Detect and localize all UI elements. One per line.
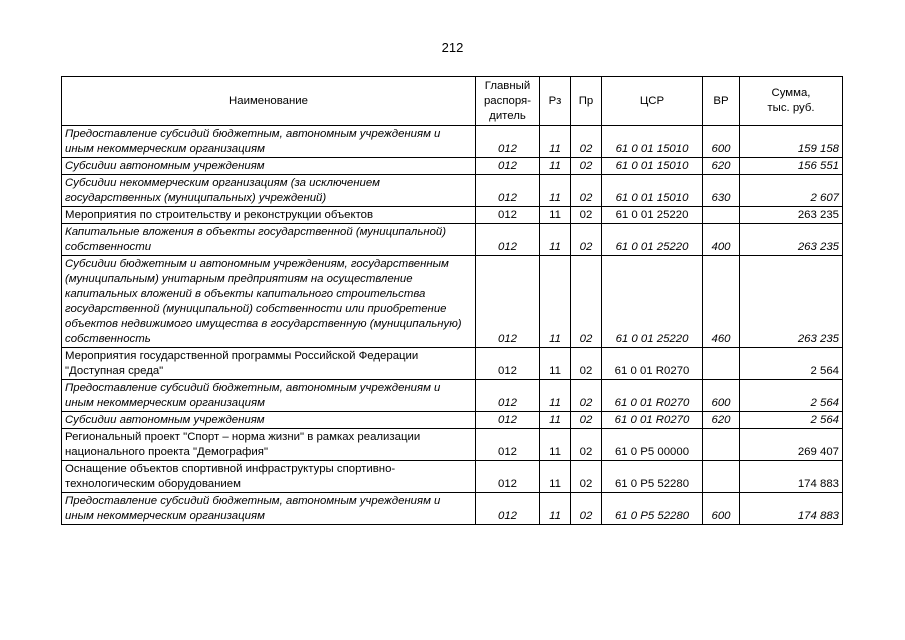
cell-sum: 269 407: [740, 429, 843, 461]
cell-pr: 02: [571, 256, 602, 348]
cell-vr: 600: [703, 493, 740, 525]
cell-pr: 02: [571, 158, 602, 175]
cell-rz: 11: [540, 256, 571, 348]
cell-csr: 61 0 01 25220: [602, 207, 703, 224]
cell-pr: 02: [571, 175, 602, 207]
table-row: [62, 207, 843, 224]
table-row: [62, 126, 843, 158]
header-main-manager-line-1: Главный: [484, 79, 531, 92]
cell-name: Капитальные вложения в объекты государственной (муниципальной) собственности: [62, 224, 476, 256]
table-row: [62, 348, 843, 380]
cell-rz: 11: [540, 158, 571, 175]
table-row: [62, 380, 843, 412]
cell-rz: 11: [540, 348, 571, 380]
cell-csr: 61 0 01 15010: [602, 126, 703, 158]
cell-main-manager: 012: [476, 256, 540, 348]
cell-sum: 174 883: [740, 493, 843, 525]
table-row: [62, 461, 843, 493]
cell-vr: 600: [703, 126, 740, 158]
cell-csr: 61 0 P5 52280: [602, 493, 703, 525]
cell-vr: 620: [703, 412, 740, 429]
header-rz: Рз: [540, 77, 571, 126]
header-csr: ЦСР: [602, 77, 703, 126]
cell-main-manager: 012: [476, 429, 540, 461]
cell-main-manager: 012: [476, 412, 540, 429]
cell-name: Субсидии бюджетным и автономным учреждениям, государственным (муниципальным) унитарным предприятиям на осуществление капитальных вложений в объекты капитального строительства государственной (муниципальной) собственности или приобретение объектов недвижимого имущества в государственную (муниципальную) собственность: [62, 256, 476, 348]
cell-vr: [703, 348, 740, 380]
table-row: [62, 412, 843, 429]
cell-name: Предоставление субсидий бюджетным, автономным учреждениям и иным некоммерческим организациям: [62, 126, 476, 158]
cell-name: Субсидии автономным учреждениям: [62, 412, 476, 429]
cell-vr: 630: [703, 175, 740, 207]
cell-main-manager: 012: [476, 461, 540, 493]
cell-main-manager: 012: [476, 158, 540, 175]
cell-sum: 174 883: [740, 461, 843, 493]
cell-rz: 11: [540, 429, 571, 461]
cell-name: Мероприятия по строительству и реконструкции объектов: [62, 207, 476, 224]
table-row: [62, 175, 843, 207]
cell-main-manager: 012: [476, 175, 540, 207]
cell-main-manager: 012: [476, 348, 540, 380]
cell-rz: 11: [540, 126, 571, 158]
cell-pr: 02: [571, 207, 602, 224]
cell-name: Мероприятия государственной программы Российской Федерации "Доступная среда": [62, 348, 476, 380]
cell-rz: 11: [540, 224, 571, 256]
cell-pr: 02: [571, 429, 602, 461]
cell-csr: 61 0 01 15010: [602, 158, 703, 175]
cell-main-manager: 012: [476, 493, 540, 525]
cell-csr: 61 0 01 15010: [602, 175, 703, 207]
cell-rz: 11: [540, 412, 571, 429]
table-row: [62, 493, 843, 525]
cell-main-manager: 012: [476, 224, 540, 256]
cell-sum: 263 235: [740, 224, 843, 256]
table-row: [62, 256, 843, 348]
table-header-row: [62, 77, 843, 126]
cell-name: Оснащение объектов спортивной инфраструктуры спортивно-технологическим оборудованием: [62, 461, 476, 493]
cell-csr: 61 0 01 25220: [602, 224, 703, 256]
cell-sum: 156 551: [740, 158, 843, 175]
cell-csr: 61 0 01 R0270: [602, 348, 703, 380]
header-pr: Пр: [571, 77, 602, 126]
cell-pr: 02: [571, 412, 602, 429]
cell-vr: [703, 207, 740, 224]
cell-vr: 400: [703, 224, 740, 256]
cell-sum: 263 235: [740, 256, 843, 348]
header-vr: ВР: [703, 77, 740, 126]
cell-sum: 2 564: [740, 412, 843, 429]
cell-vr: 460: [703, 256, 740, 348]
cell-main-manager: 012: [476, 380, 540, 412]
table-row: [62, 158, 843, 175]
cell-name: Субсидии некоммерческим организациям (за исключением государственных (муниципальных) учреждений): [62, 175, 476, 207]
cell-sum: 263 235: [740, 207, 843, 224]
cell-vr: 620: [703, 158, 740, 175]
cell-sum: 2 564: [740, 380, 843, 412]
cell-name: Предоставление субсидий бюджетным, автономным учреждениям и иным некоммерческим организациям: [62, 493, 476, 525]
cell-csr: 61 0 01 R0270: [602, 380, 703, 412]
cell-rz: 11: [540, 207, 571, 224]
cell-rz: 11: [540, 175, 571, 207]
header-main-manager-line-2: распоря-: [483, 94, 532, 107]
cell-vr: 600: [703, 380, 740, 412]
cell-csr: 61 0 01 R0270: [602, 412, 703, 429]
cell-rz: 11: [540, 493, 571, 525]
header-sum-line-1: Сумма,: [771, 87, 811, 99]
cell-csr: 61 0 01 25220: [602, 256, 703, 348]
cell-name: Предоставление субсидий бюджетным, автономным учреждениям и иным некоммерческим организациям: [62, 380, 476, 412]
cell-main-manager: 012: [476, 207, 540, 224]
cell-pr: 02: [571, 493, 602, 525]
cell-vr: [703, 429, 740, 461]
table-row: [62, 429, 843, 461]
header-sum: [740, 77, 843, 126]
header-sum-line-2: тыс. руб.: [767, 102, 815, 114]
table-row: [62, 224, 843, 256]
table-body: [62, 126, 843, 525]
cell-csr: 61 0 P5 00000: [602, 429, 703, 461]
cell-csr: 61 0 P5 52280: [602, 461, 703, 493]
cell-pr: 02: [571, 380, 602, 412]
header-main-manager: [476, 77, 540, 126]
cell-pr: 02: [571, 126, 602, 158]
cell-name: Субсидии автономным учреждениям: [62, 158, 476, 175]
cell-name: Региональный проект "Спорт – норма жизни" в рамках реализации национального проекта "Демография": [62, 429, 476, 461]
header-name: Наименование: [62, 77, 476, 126]
cell-pr: 02: [571, 461, 602, 493]
cell-pr: 02: [571, 348, 602, 380]
cell-sum: 2 564: [740, 348, 843, 380]
cell-rz: 11: [540, 380, 571, 412]
budget-table: [61, 76, 843, 525]
cell-main-manager: 012: [476, 126, 540, 158]
cell-rz: 11: [540, 461, 571, 493]
page-number: 212: [441, 40, 464, 55]
cell-pr: 02: [571, 224, 602, 256]
header-main-manager-line-3: дитель: [489, 109, 526, 122]
cell-sum: 2 607: [740, 175, 843, 207]
cell-sum: 159 158: [740, 126, 843, 158]
cell-vr: [703, 461, 740, 493]
